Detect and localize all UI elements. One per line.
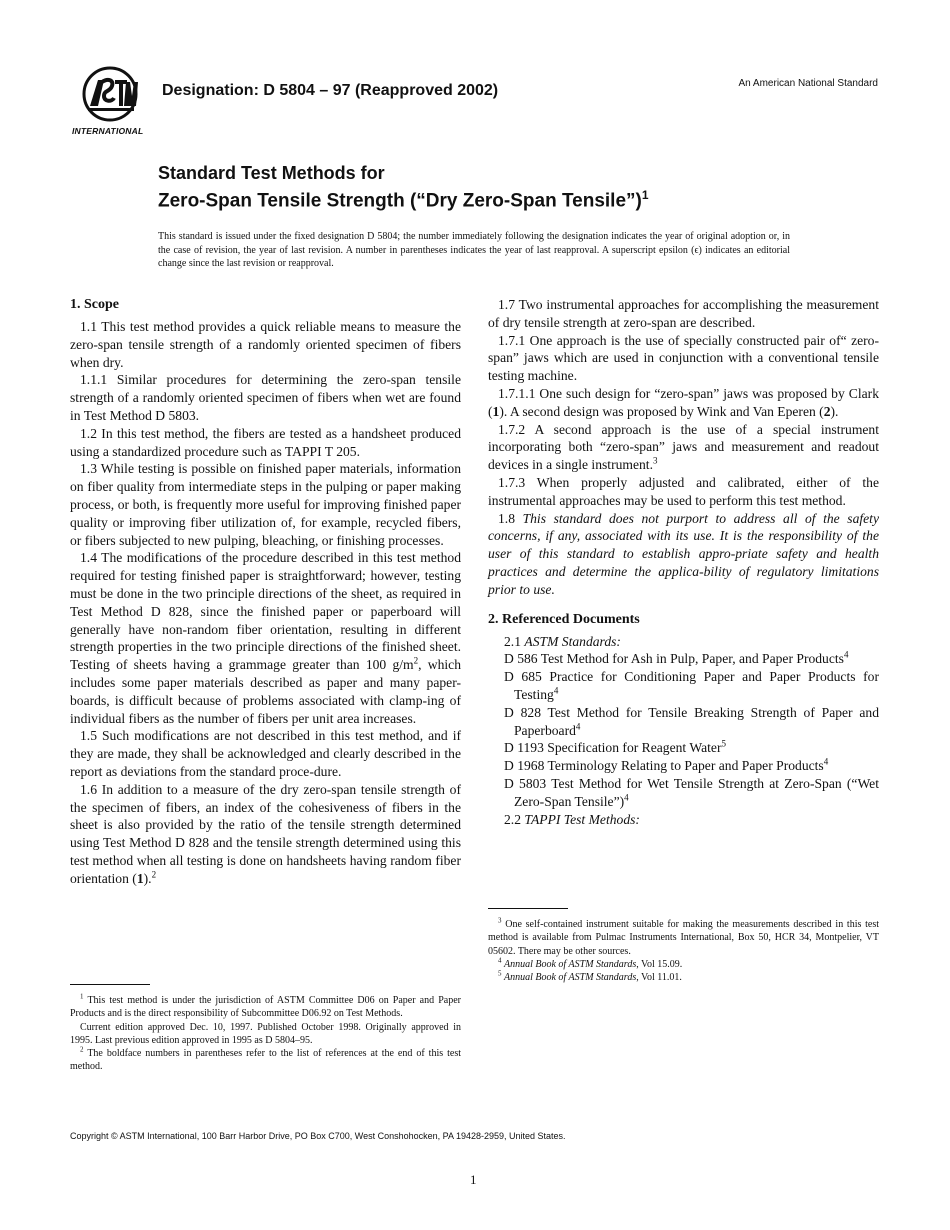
reference-list [488,633,879,829]
copyright-notice: Copyright © ASTM International, 100 Barr Harbor Drive, PO Box C700, West Conshohocken, PA 19428-2959, United States. [70,1131,566,1141]
para-1-7-2: 1.7.2 A second approach is the use of a special instrument incorporating both “zero-span” jaws and measurement and readout devices in a single instrument.$^3$ [488,421,879,473]
footnote-5: $^5$ Annual Book of ASTM Standards, Vol 11.01. [498,969,682,984]
footnote-3: $^3$ One self-contained instrument suitable for making the measurements described in this test method is available from Pulmac Instruments International, Box 50, HCR 34, Montpelier, VT 05602. There may be other sources. [488,916,879,957]
reference-item: D 1968 Terminology Relating to Paper and Paper Products$^4$ [504,756,829,774]
reference-item: D 685 Practice for Conditioning Paper and Paper Products for Testing$^4$ [504,669,879,702]
page-number: 1 [470,1172,477,1187]
ref-subheading-astm: 2.1 ASTM Standards: [504,633,621,649]
title-line-1: Standard Test Methods for [158,163,385,183]
right-column [488,296,879,828]
astm-logo [68,66,150,138]
ref-subheading-tappi: 2.2 TAPPI Test Methods: [504,811,640,827]
footnote-rule-right [488,908,568,909]
designation-notice: This standard is issued under the fixed designation D 5804; the number immediately following the designation indicates the year of original adoption or, in the case of revision, the year of last revision. A number in parentheses indicates the year of last reapproval. A superscript epsilon (ϵ) indicates an editorial change since the last revision or reapproval. [158,231,790,270]
reference-item: D 5803 Test Method for Wet Tensile Strength at Zero-Span (“Wet Zero-Span Tensile”)$^4$ [504,775,879,809]
para-1-5: 1.5 Such modifications are not described in this test method, and if they are made, they shall be acknowledged and clearly described in the report as deviations from the standard proce-dure. [70,728,461,779]
footnotes-right [488,918,879,984]
para-1-1: 1.1 This test method provides a quick reliable means to measure the zero-span tensile strength of a randomly oriented specimen of fibers when dry. [70,319,461,370]
para-1-2: 1.2 In this test method, the fibers are tested as a handsheet produced using a standardized procedure such as TAPPI T 205. [70,425,461,459]
designation: Designation: D 5804 – 97 (Reapproved 2002) [162,82,499,99]
national-standard-label: An American National Standard [738,78,878,89]
footnote-1: $^1$ This test method is under the jurisdiction of ASTM Committee D06 on Paper and Paper Products and is the direct responsibility of Subcommittee D06.92 on Test Methods. [70,992,461,1020]
para-1-7-1-1: 1.7.1.1 One such design for “zero-span” jaws was proposed by Clark (1). A second design was proposed by Wink and Van Eperen (2). [488,385,879,419]
footnote-2: $^2$ The boldface numbers in parentheses refer to the list of references at the end of this test method. [70,1045,461,1073]
referenced-documents-heading: 2. Referenced Documents [488,611,640,627]
left-column [70,296,461,888]
reference-item: D 1193 Specification for Reagent Water$^5$ [504,738,726,756]
footnotes-left [70,994,461,1074]
footnote-1-edition: Current edition approved Dec. 10, 1997. Published October 1998. Originally approved in 1995. Last previous edition approved in 1995 as D 5804–95. [70,1021,461,1046]
reference-item: D 586 Test Method for Ash in Pulp, Paper, and Paper Products$^4$ [504,649,849,667]
logo-text: INTERNATIONAL [72,126,144,136]
title-block [158,163,878,271]
para-1-7-3: 1.7.3 When properly adjusted and calibrated, either of the instrumental approaches may be used to perform this test method. [488,474,879,508]
para-1-7-1: 1.7.1 One approach is the use of specially constructed pair of“ zero-span” jaws which are used in conjunction with a conventional tensile testing machine. [488,332,879,384]
title-footnote-mark: 1 [641,188,649,202]
scope-heading: 1. Scope [70,297,119,312]
para-1-8: 1.8 This standard does not purport to address all of the safety concerns, if any, associated with its use. It is the responsibility of the user of this standard to establish appro-priate safety and health practices and determine the applica-bility of regulatory limitations prior to use. [488,510,879,597]
title-line-2: Zero-Span Tensile Strength (“Dry Zero-Span Tensile”)$^1$ [158,188,649,212]
para-1-3: 1.3 While testing is possible on finished paper materials, information on fiber quality from intermediate steps in the pulping or paper making process, or both, is frequently more useful for improving finished paper quality or improving fiber utilization of, for example, recycled fibers, or fibers subjected to new pulping, bleaching, or finishing processes. [70,461,461,548]
para-1-1-1: 1.1.1 Similar procedures for determining the zero-span tensile strength of a randomly oriented specimen of fibers when wet are found in Test Method D 5803. [70,372,461,423]
footnote-4: $^4$ Annual Book of ASTM Standards, Vol 15.09. [498,956,683,970]
para-1-4: 1.4 The modifications of the procedure described in this test method required for testing finished paper is straightforward; however, testing must be done in the two principle directions of the sheet, as required in Test Method D 828, since the finished paper or paperboard will generally have non-random fiber orientation, resulting in different strength properties in the two principle directions of the finished sheet. Testing of sheets having a grammage greater than 100 $g/m^2$, which includes some paper materials described as paper and many paper-boards, is difficult because of problems associated with clamp-ing of individual fibers as the number of fibers per unit area increases. [70,550,461,726]
reference-item: D 828 Test Method for Tensile Breaking Strength of Paper and Paperboard$^4$ [504,704,879,738]
para-1-6: 1.6 In addition to a measure of the dry zero-span tensile strength of the specimen of fibers, an index of the cohesiveness of fibers in the sheet is also provided by the ratio of the tensile strength determined using Test Method D 828 and the tensile strength determined using this test method when all testing is done on handsheets having random fiber orientation (1).$^2$ [70,781,461,886]
para-1-7: 1.7 Two instrumental approaches for accomplishing the measurement of dry tensile strength at zero-span are described. [488,297,879,330]
footnote-rule-left [70,984,150,985]
